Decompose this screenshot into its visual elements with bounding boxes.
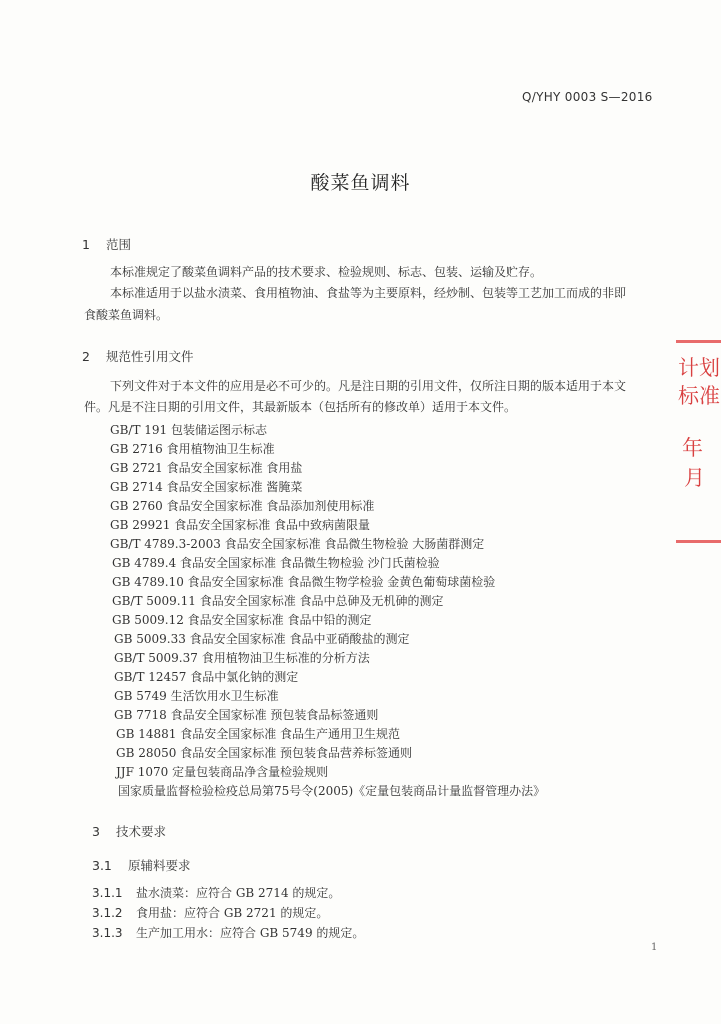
requirement-text: 食用盐：应符合 GB 2721 的规定。 (136, 906, 329, 920)
red-stamp (676, 340, 721, 545)
reference-item: GB 5749 生活饮用水卫生标准 (114, 689, 279, 703)
reference-item: GB 2714 食品安全国家标准 酱腌菜 (110, 480, 303, 494)
reference-item: GB 28050 食品安全国家标准 预包装食品营养标签通则 (116, 746, 413, 760)
stamp-text-nian: 年 (682, 436, 703, 460)
section-1-paragraph-2: 本标准适用于以盐水渍菜、食用植物油、食盐等为主要原料，经炒制、包装等工艺加工而成的非即 (110, 286, 627, 300)
requirement-item (92, 904, 328, 921)
reference-item: GB 2721 食品安全国家标准 食用盐 (110, 461, 303, 475)
section-1-number: 1 (82, 237, 90, 252)
reference-item: GB 7718 食品安全国家标准 预包装食品标签通则 (114, 708, 379, 722)
reference-item: GB 2760 食品安全国家标准 食品添加剂使用标准 (110, 499, 375, 513)
reference-item: GB 14881 食品安全国家标准 食品生产通用卫生规范 (116, 727, 401, 741)
section-2-title: 规范性引用文件 (106, 349, 194, 364)
subsection-3-1-heading (92, 856, 191, 874)
requirement-text: 盐水渍菜：应符合 GB 2714 的规定。 (136, 886, 341, 900)
stamp-bottom-line (676, 540, 721, 543)
reference-item: JJF 1070 定量包装商品净含量检验规则 (116, 765, 329, 779)
section-2-heading (82, 347, 194, 365)
stamp-text-yue: 月 (684, 466, 705, 490)
document-title: 酸菜鱼调料 (310, 172, 411, 194)
requirement-text: 生产加工用水：应符合 GB 5749 的规定。 (136, 926, 365, 940)
requirement-item (92, 884, 340, 901)
requirement-number: 3.1.1 (92, 886, 123, 900)
page-number: 1 (651, 942, 658, 953)
subsection-3-1-title: 原辅料要求 (128, 858, 191, 873)
standard-code: Q/YHY 0003 S—2016 (522, 90, 653, 104)
section-3-heading (92, 822, 166, 840)
section-2-paragraph-1: 下列文件对于本文件的应用是必不可少的。凡是注日期的引用文件，仅所注日期的版本适用于本文 (110, 379, 627, 393)
reference-item: GB 29921 食品安全国家标准 食品中致病菌限量 (110, 518, 371, 532)
requirement-item (92, 924, 364, 941)
reference-item: GB 5009.33 食品安全国家标准 食品中亚硝酸盐的测定 (114, 632, 410, 646)
requirement-number: 3.1.3 (92, 926, 123, 940)
subsection-3-1-number: 3.1 (92, 858, 112, 873)
section-3-number: 3 (92, 824, 100, 839)
requirement-number: 3.1.2 (92, 906, 123, 920)
section-2-number: 2 (82, 349, 90, 364)
section-1-heading (82, 235, 131, 253)
reference-item: GB/T 4789.3-2003 食品安全国家标准 食品微生物检验 大肠菌群测定 (110, 537, 485, 551)
stamp-top-line (676, 340, 721, 343)
reference-item: GB 2716 食用植物油卫生标准 (110, 442, 275, 456)
reference-item: GB/T 5009.11 食品安全国家标准 食品中总砷及无机砷的测定 (112, 594, 444, 608)
reference-item: GB 5009.12 食品安全国家标准 食品中铅的测定 (112, 613, 372, 627)
section-3-title: 技术要求 (116, 824, 167, 839)
reference-item: GB/T 12457 食品中氯化钠的测定 (114, 670, 299, 684)
reference-item: GB/T 191 包装储运图示标志 (110, 423, 267, 437)
section-2-paragraph-1-cont: 件。凡是不注日期的引用文件，其最新版本（包括所有的修改单）适用于本文件。 (84, 400, 517, 414)
section-1-paragraph-2-cont: 食酸菜鱼调料。 (84, 308, 169, 322)
section-1-paragraph-1: 本标准规定了酸菜鱼调料产品的技术要求、检验规则、标志、包装、运输及贮存。 (110, 265, 543, 279)
stamp-text-biaozhun: 标准 (678, 384, 720, 408)
reference-item: GB/T 5009.37 食用植物油卫生标准的分析方法 (114, 651, 370, 665)
reference-item: GB 4789.10 食品安全国家标准 食品微生物学检验 金黄色葡萄球菌检验 (112, 575, 496, 589)
reference-item: GB 4789.4 食品安全国家标准 食品微生物检验 沙门氏菌检验 (112, 556, 440, 570)
reference-item: 国家质量监督检验检疫总局第75号令(2005)《定量包装商品计量监督管理办法》 (118, 784, 546, 798)
section-1-title: 范围 (106, 237, 132, 252)
stamp-text-jihua: 计划 (678, 356, 720, 380)
